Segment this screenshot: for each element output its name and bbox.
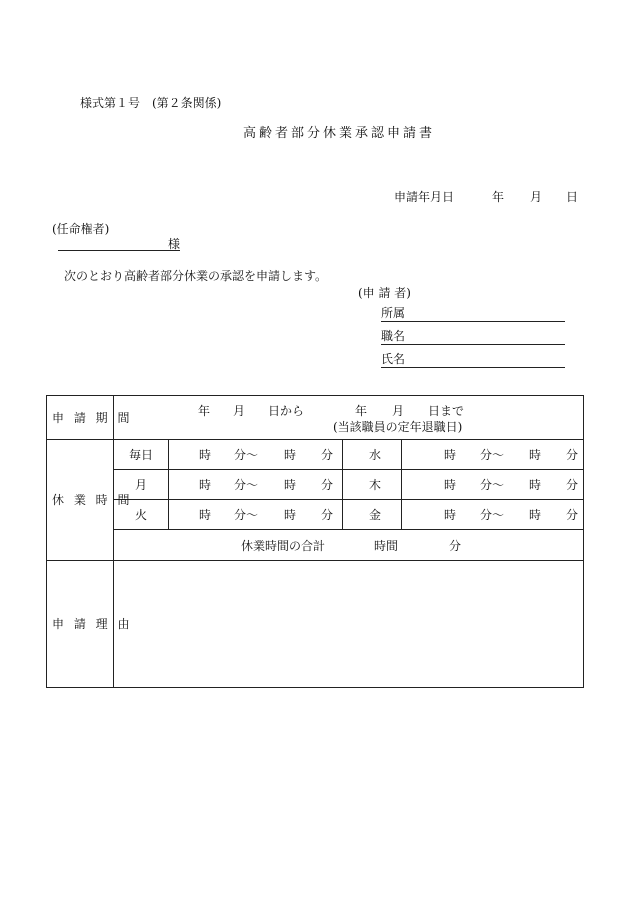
- row2-right-end-hour: 時: [529, 478, 542, 492]
- total-hours-label: 休業時間の合計: [241, 539, 326, 553]
- application-date-month: 月: [530, 190, 543, 204]
- day-label-every-day: 毎日: [129, 448, 154, 462]
- position-label: 職名: [381, 329, 406, 343]
- row2-left-end-hour: 時: [284, 478, 297, 492]
- period-start-year: 年: [198, 404, 211, 418]
- row3-left-start-hour: 時: [199, 508, 212, 522]
- day-column-divider-middle-right: [401, 439, 402, 529]
- addressee-name-line: [58, 250, 180, 251]
- row3-right-end-hour: 時: [529, 508, 542, 522]
- row2-left-start-hour: 時: [199, 478, 212, 492]
- document-title: 高齢者部分休業承認申請書: [243, 126, 436, 141]
- affiliation-line: [381, 321, 565, 322]
- total-minutes-unit: 分: [449, 539, 462, 553]
- position-line: [381, 344, 565, 345]
- day-label-tuesday: 火: [135, 508, 148, 522]
- appointing-authority-label: (任命権者): [52, 222, 110, 236]
- application-date-day: 日: [566, 190, 579, 204]
- name-line: [381, 367, 565, 368]
- affiliation-label: 所属: [381, 306, 406, 320]
- row3-left-end-hour: 時: [284, 508, 297, 522]
- leave-hours-label: 休 業 時 間: [52, 493, 133, 507]
- day-column-divider-middle-left: [342, 439, 343, 529]
- addressee-honorific: 様: [168, 237, 181, 251]
- form-number: 様式第１号 (第２条関係): [80, 96, 222, 110]
- hours-row-divider: [46, 560, 584, 561]
- row3-right-start-hour: 時: [444, 508, 457, 522]
- retirement-date-note: (当該職員の定年退職日): [333, 420, 463, 434]
- row2-left-start-minute: 分〜: [234, 478, 259, 492]
- day-column-divider-left: [168, 439, 169, 529]
- row1-left-start-hour: 時: [199, 448, 212, 462]
- application-reason-label: 申 請 理 由: [52, 617, 133, 631]
- row1-left-start-minute: 分〜: [234, 448, 259, 462]
- application-date-year: 年: [492, 190, 505, 204]
- period-row-divider: [46, 439, 584, 440]
- row1-left-end-minute: 分: [321, 448, 334, 462]
- application-statement: 次のとおり高齢者部分休業の承認を申請します。: [64, 269, 328, 283]
- period-start-month: 月: [233, 404, 246, 418]
- hours-total-divider: [113, 529, 584, 530]
- period-end-day: 日まで: [428, 404, 465, 418]
- row2-left-end-minute: 分: [321, 478, 334, 492]
- name-label: 氏名: [381, 352, 406, 366]
- row1-right-end-hour: 時: [529, 448, 542, 462]
- period-end-year: 年: [355, 404, 368, 418]
- day-label-thursday: 木: [369, 478, 382, 492]
- row3-left-start-minute: 分〜: [234, 508, 259, 522]
- day-label-wednesday: 水: [369, 448, 382, 462]
- day-label-monday: 月: [135, 478, 148, 492]
- period-start-day: 日から: [268, 404, 305, 418]
- row2-right-end-minute: 分: [566, 478, 579, 492]
- period-end-month: 月: [392, 404, 405, 418]
- row2-right-start-minute: 分〜: [480, 478, 505, 492]
- day-label-friday: 金: [369, 508, 382, 522]
- row1-right-start-hour: 時: [444, 448, 457, 462]
- row1-right-end-minute: 分: [566, 448, 579, 462]
- application-period-label: 申 請 期 間: [52, 411, 133, 425]
- row2-right-start-hour: 時: [444, 478, 457, 492]
- row3-right-end-minute: 分: [566, 508, 579, 522]
- total-hours-unit: 時間: [374, 539, 399, 553]
- row3-right-start-minute: 分〜: [480, 508, 505, 522]
- row1-left-end-hour: 時: [284, 448, 297, 462]
- hours-subrow-divider-1: [113, 469, 584, 470]
- hours-subrow-divider-2: [113, 499, 584, 500]
- row3-left-end-minute: 分: [321, 508, 334, 522]
- row1-right-start-minute: 分〜: [480, 448, 505, 462]
- applicant-label: (申 請 者): [358, 286, 411, 300]
- application-date-label: 申請年月日: [394, 190, 455, 204]
